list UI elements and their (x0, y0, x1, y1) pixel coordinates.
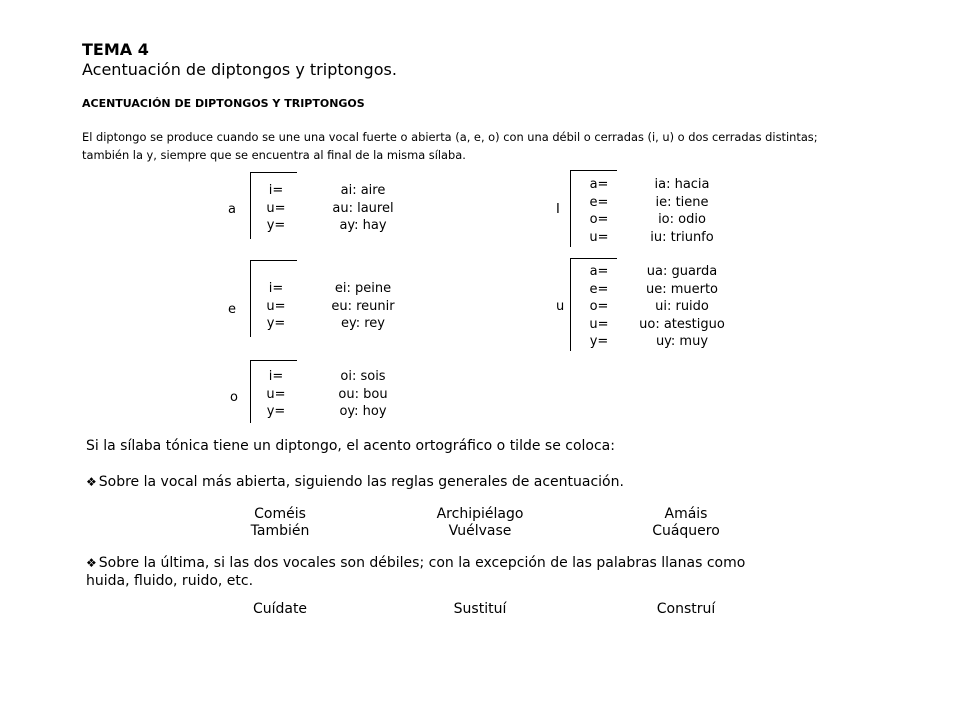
rules-intro: Si la sílaba tónica tiene un diptongo, el acento ortográfico o tilde se coloca: (86, 438, 615, 454)
example-word-pair: Amáis Cuáquero (652, 506, 720, 539)
group-vowel: o (230, 390, 238, 405)
example-column: ai: aire au: laurel ay: hay (332, 183, 394, 233)
combo-column: a= e= o= u= y= (589, 264, 609, 349)
example-word: Construí (656, 601, 716, 617)
group-vowel: u (556, 299, 565, 314)
rule-1-text: Sobre la vocal más abierta, siguiendo las reglas generales de acentuación. (98, 474, 624, 490)
example-column: ua: guarda ue: muerto ui: ruido uo: atestiguo uy: muy (639, 264, 725, 349)
group-vowel: I (556, 202, 560, 217)
rule-1 (86, 473, 624, 491)
example-word-pair: Coméis También (250, 506, 310, 539)
rule-2-text-line1: Sobre la última, si las dos vocales son débiles; con la excepción de las palabras llanas como (98, 555, 746, 571)
example-word: Sustituí (453, 601, 507, 617)
rule-2 (86, 554, 846, 590)
example-column: ei: peine eu: reunir ey: rey (331, 281, 395, 331)
page-subtitle: Acentuación de diptongos y triptongos. (82, 60, 397, 79)
example-word-pair: Archipiélago Vuélvase (436, 506, 524, 539)
group-vowel: a (228, 202, 236, 217)
combo-column: i= u= y= (266, 369, 286, 419)
diamond-bullet-icon: ❖ (86, 475, 97, 489)
combo-column: i= u= y= (266, 281, 286, 331)
rule-2-text-line2: huida, fluido, ruido, etc. (86, 573, 254, 589)
group-vowel: e (228, 302, 236, 317)
intro-paragraph: El diptongo se produce cuando se une una vocal fuerte o abierta (a, e, o) con una débil o cerradas (i, u) o dos cerradas distintas; también la y, siempre que se encuentra al final de la misma sílaba. (82, 130, 818, 162)
diamond-bullet-icon: ❖ (86, 556, 97, 570)
example-column: oi: sois ou: bou oy: hoy (338, 369, 388, 419)
section-heading: ACENTUACIÓN DE DIPTONGOS Y TRIPTONGOS (82, 97, 365, 110)
combo-column: i= u= y= (266, 183, 286, 233)
combo-column: a= e= o= u= (589, 177, 609, 245)
example-word: Cuídate (252, 601, 308, 617)
example-column: ia: hacia ie: tiene io: odio iu: triunfo (650, 177, 714, 245)
page-title: TEMA 4 (82, 40, 149, 59)
